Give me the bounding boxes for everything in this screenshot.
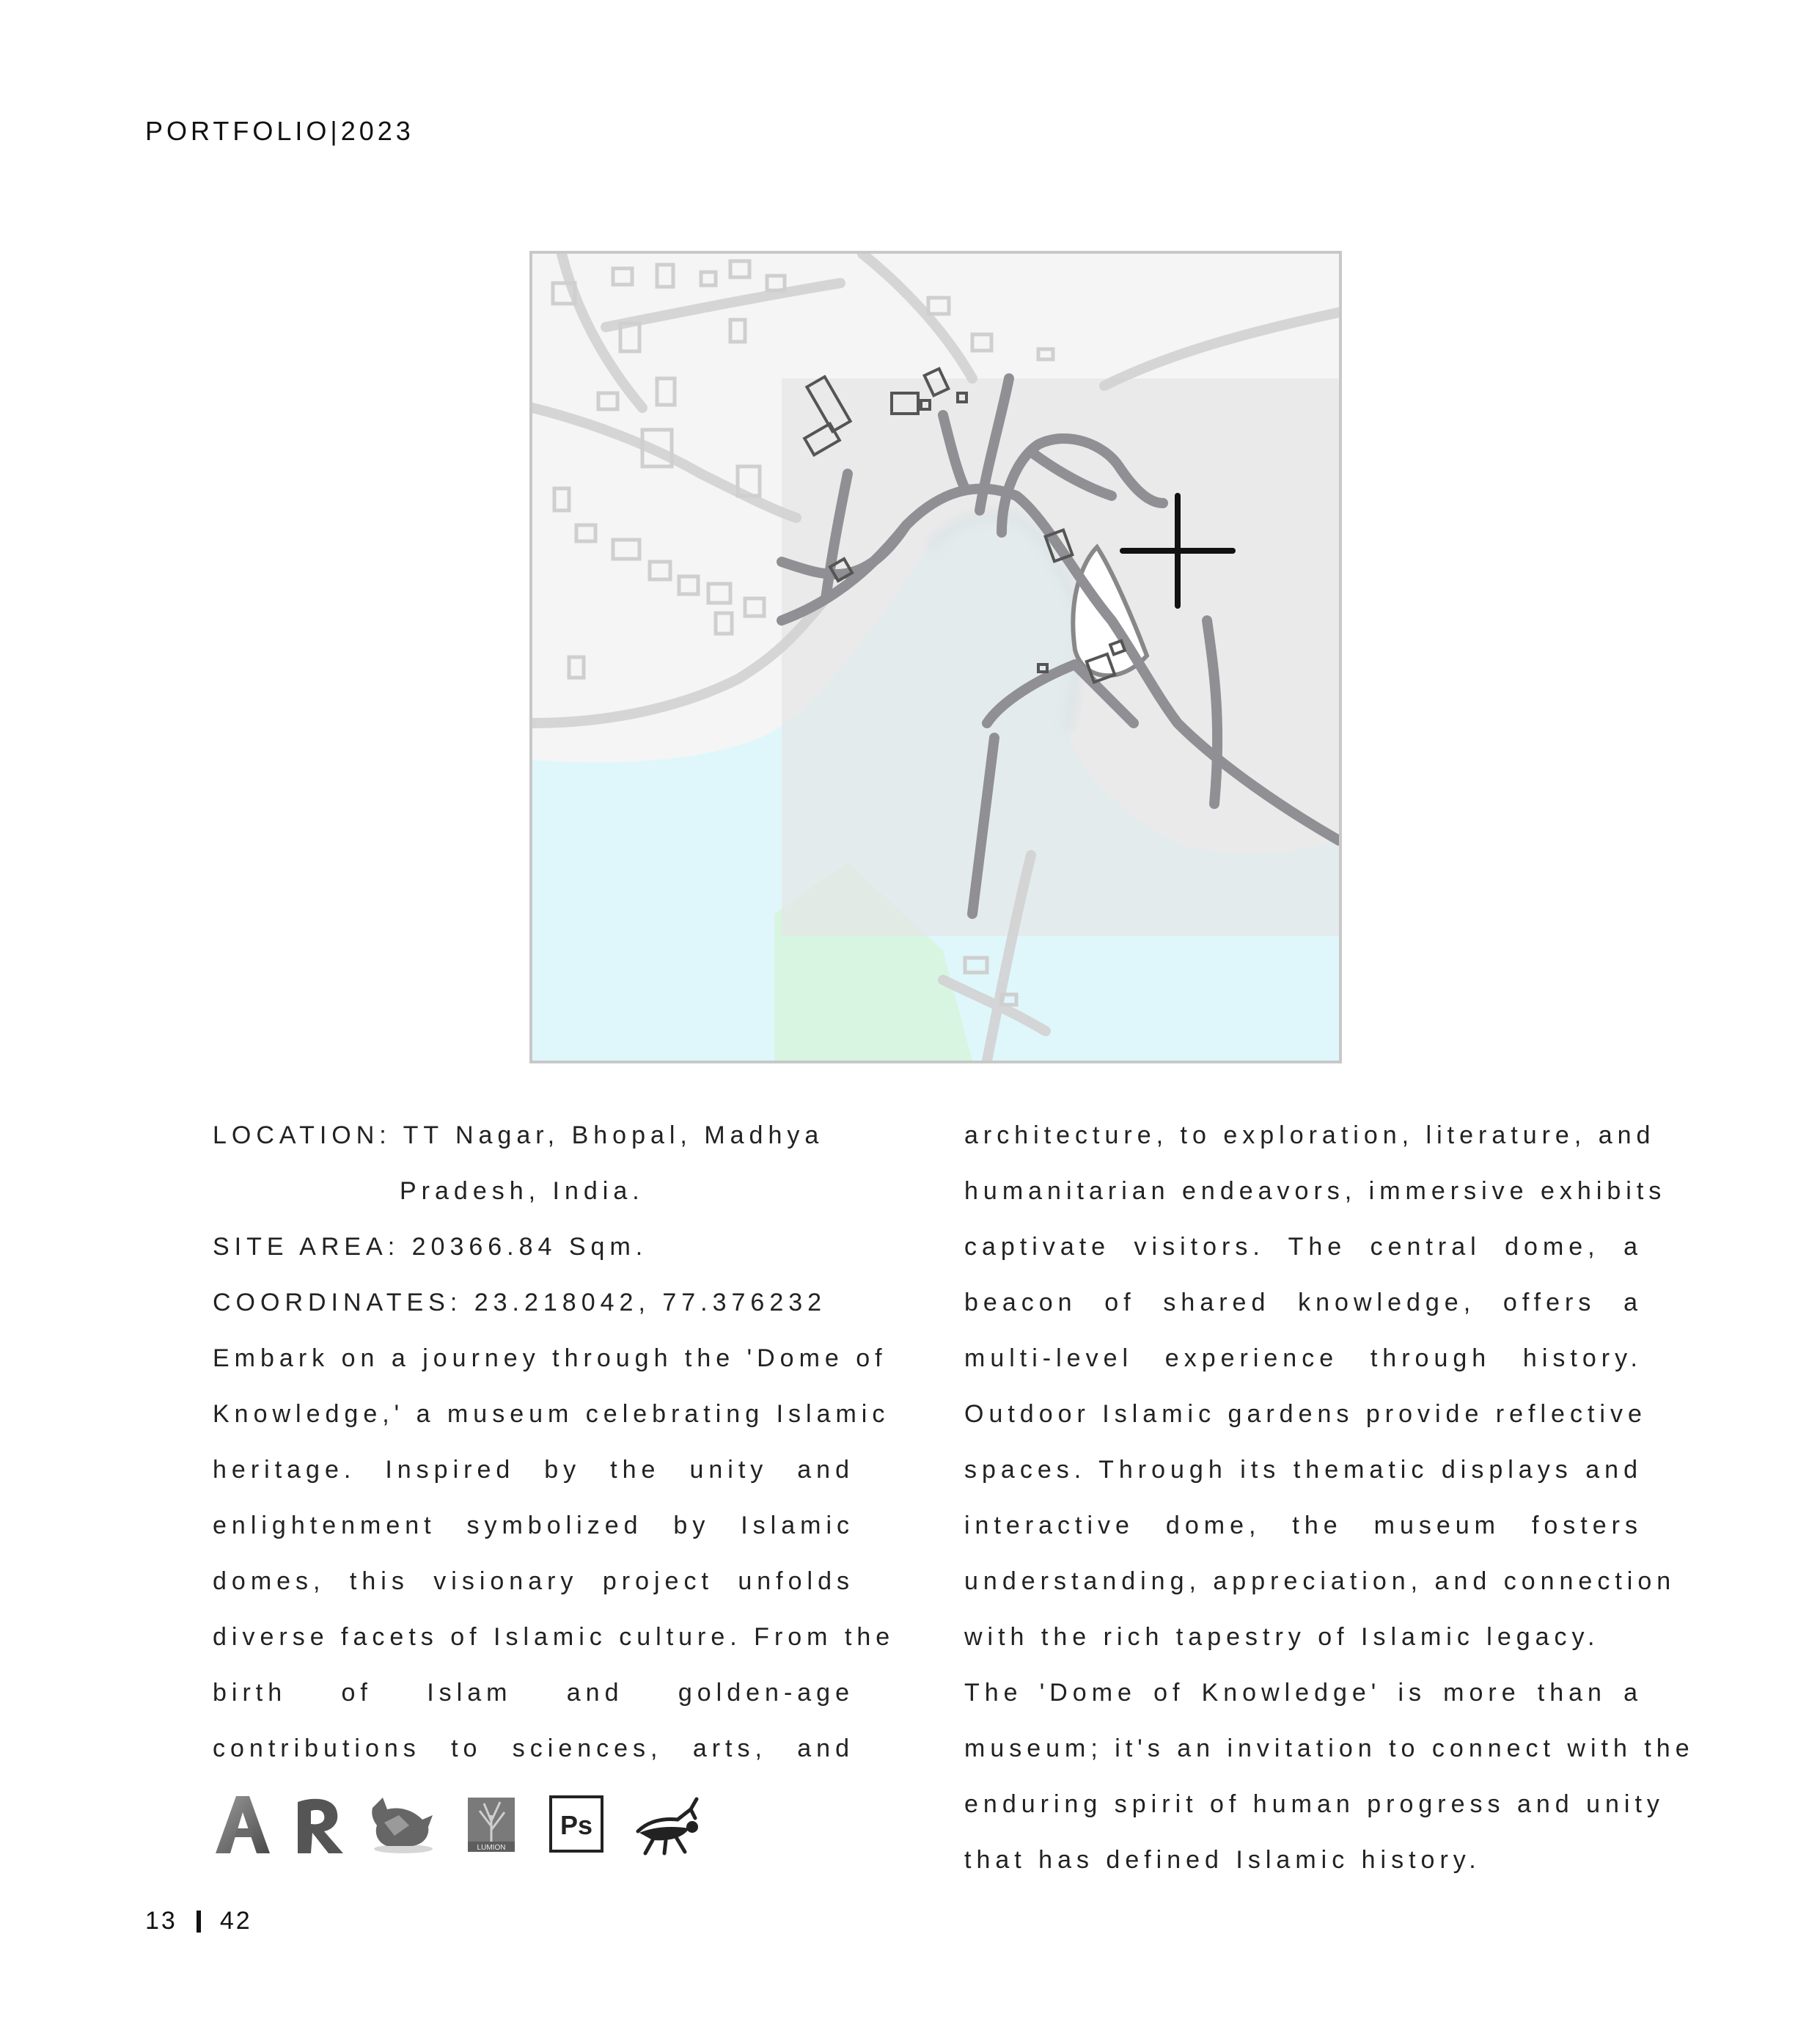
portfolio-header: PORTFOLIO|2023 bbox=[145, 116, 414, 146]
revit-icon bbox=[292, 1793, 351, 1856]
paragraph-line: Outdoor Islamic gardens provide reflective bbox=[964, 1400, 1647, 1428]
location-label: LOCATION: bbox=[213, 1121, 392, 1149]
paragraph-line: with the rich tapestry of Islamic legacy. bbox=[964, 1623, 1600, 1651]
paragraph-line: domes, this visionary project unfolds bbox=[213, 1567, 854, 1595]
paragraph-line: architecture, to exploration, literature, and bbox=[964, 1121, 1656, 1149]
text-column-right bbox=[964, 1107, 1695, 1888]
photoshop-icon bbox=[547, 1793, 606, 1856]
location-value: TT Nagar, Bhopal, Madhya bbox=[403, 1121, 824, 1149]
paragraph-line: Embark on a journey through the 'Dome of bbox=[213, 1344, 887, 1372]
paragraph-line: birth of Islam and golden-age bbox=[213, 1679, 854, 1707]
site-area: SITE AREA: 20366.84 Sqm. bbox=[213, 1233, 648, 1261]
paragraph-line: diverse facets of Islamic culture. From the bbox=[213, 1623, 895, 1651]
paragraph-line: The 'Dome of Knowledge' is more than a bbox=[964, 1679, 1643, 1707]
paragraph-line: spaces. Through its thematic displays and bbox=[964, 1456, 1643, 1484]
autocad-icon bbox=[213, 1793, 271, 1856]
rhino-icon bbox=[365, 1793, 439, 1856]
paragraph-line: that has defined Islamic history. bbox=[964, 1846, 1481, 1874]
page-number bbox=[145, 1907, 252, 1935]
paragraph-line: humanitarian endeavors, immersive exhibits bbox=[964, 1177, 1667, 1205]
software-icons bbox=[213, 1793, 711, 1859]
location-line-2: Pradesh, India. bbox=[400, 1177, 645, 1205]
site-map bbox=[529, 251, 1342, 1063]
paragraph-line: heritage. Inspired by the unity and bbox=[213, 1456, 854, 1484]
lumion-label: LUMION bbox=[477, 1844, 506, 1852]
paragraph-line: understanding, appreciation, and connection bbox=[964, 1567, 1676, 1595]
coordinates: COORDINATES: 23.218042, 77.376232 bbox=[213, 1289, 827, 1316]
grasshopper-icon bbox=[631, 1793, 704, 1856]
page-separator bbox=[197, 1911, 201, 1933]
paragraph-line: beacon of shared knowledge, offers a bbox=[964, 1289, 1643, 1316]
paragraph-line: enlightenment symbolized by Islamic bbox=[213, 1512, 854, 1539]
paragraph-line: interactive dome, the museum fosters bbox=[964, 1512, 1643, 1539]
paragraph-line: Knowledge,' a museum celebrating Islamic bbox=[213, 1400, 890, 1428]
lumion-icon bbox=[462, 1793, 521, 1856]
text-column-left bbox=[213, 1107, 895, 1776]
paragraph-line: enduring spirit of human progress and unity bbox=[964, 1790, 1665, 1818]
page-total: 42 bbox=[219, 1907, 252, 1935]
paragraph-line: captivate visitors. The central dome, a bbox=[964, 1233, 1643, 1261]
paragraph-line: contributions to sciences, arts, and bbox=[213, 1735, 854, 1762]
page-current: 13 bbox=[145, 1907, 177, 1935]
paragraph-line: museum; it's an invitation to connect with the bbox=[964, 1735, 1695, 1762]
paragraph-line: multi-level experience through history. bbox=[964, 1344, 1643, 1372]
photoshop-label: Ps bbox=[559, 1810, 593, 1840]
location-line bbox=[213, 1107, 854, 1163]
